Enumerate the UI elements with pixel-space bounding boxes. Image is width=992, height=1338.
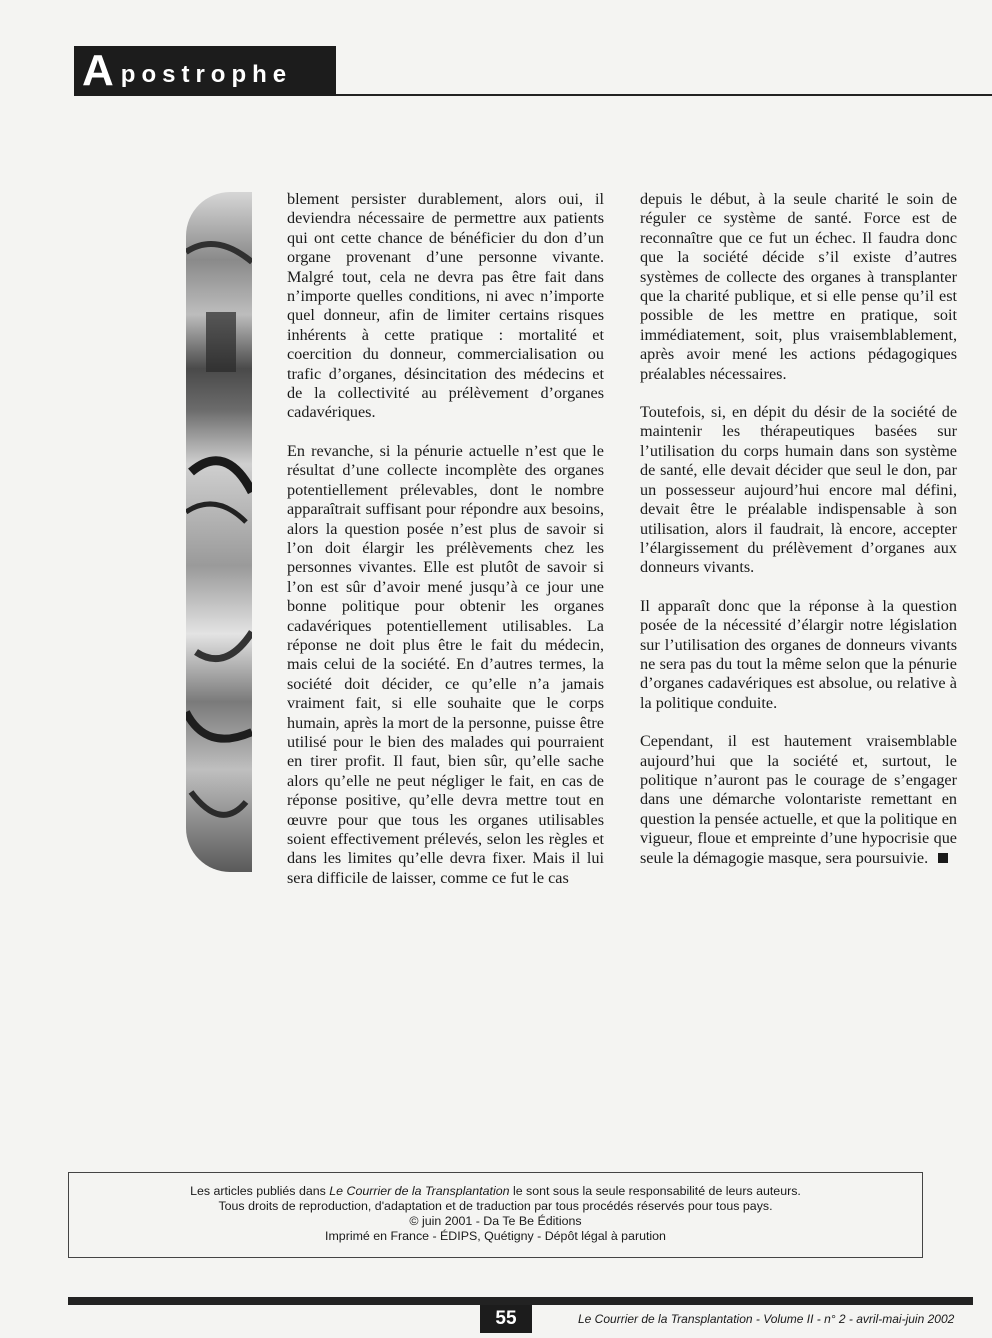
legal-line-4: Imprimé en France - ÉDIPS, Quétigny - Dépôt légal à parution bbox=[325, 1229, 666, 1243]
paragraph-last bbox=[640, 732, 957, 868]
legal-text: le sont sous la seule responsabilité de leurs auteurs. bbox=[509, 1184, 801, 1198]
legal-notice bbox=[68, 1172, 923, 1258]
section-header bbox=[74, 46, 336, 96]
legal-line-2: Tous droits de reproduction, d'adaptation et de traduction par tous procédés réservés pour tous pays. bbox=[218, 1199, 773, 1213]
decorative-artwork bbox=[186, 192, 252, 872]
paragraph: En revanche, si la pénurie actuelle n’est que le résultat d’une collecte incomplète des organes potentiellement prélevables, dont le nombre apparaîtrait suffisant pour répondre aux besoins, alors la question posée n’est plus de savoir si l’on doit élargir les prélèvements chez les personnes vivantes. Elle est plutôt de savoir si l’on est sûr d’avoir mené jusqu’à ce jour une bonne politique pour obtenir les organes cadavériques potentiellement utilisables. La réponse ne doit plus être le fait du médecin, mais celui de la société. En d’autres termes, la société doit décider, ce qu’elle n’a jamais vraiment fait, si elle souhaite que le corps humain, après la mort de la personne, puisse être utilisé pour le bien des malades qui pourraient en tirer profit. Il faut, bien sûr, qu’elle sache alors qu’elle ne peut négliger le fait, en cas de réponse positive, qu’elle devra mettre tout en œuvre pour que tous les organes utilisables soient effectivement prélevés, selon les règles et dans les limites qu’elle devra fixer. Mais il lui sera difficile de laisser, comme ce fut le cas bbox=[287, 441, 604, 887]
paragraph: Toutefois, si, en dépit du désir de la société de maintenir les thérapeutiques basées sur l’utilisation du corps humain dans son système de santé, elle devait décider que seul le don, par un possesseur aujourd’hui encore mal défini, devait être le préalable indispensable à son utilisation, alors il faudrait, là encore, accepter l’élargissement du prélèvement d’organes aux donneurs vivants. bbox=[640, 403, 957, 577]
end-mark-icon bbox=[938, 853, 948, 863]
journal-title: Le Courrier de la Transplantation bbox=[329, 1184, 510, 1198]
page-number: 55 bbox=[480, 1305, 532, 1333]
footer-rule bbox=[68, 1297, 973, 1305]
running-footer: Le Courrier de la Transplantation - Volume II - n° 2 - avril-mai-juin 2002 bbox=[578, 1312, 955, 1326]
header-rule bbox=[336, 94, 992, 96]
paragraph: Il apparaît donc que la réponse à la question posée de la nécessité d’élargir notre législation sur l’utilisation des organes de donneurs vivants ne sera pas du tout la même selon que la pénurie d’organes cadavériques est absolue, ou relative à la politique conduite. bbox=[640, 596, 957, 712]
paragraph: depuis le début, à la seule charité le soin de réguler ce système de santé. Force est de reconnaître que ce fut un échec. Il faudra donc que la société décide s’il existe d’autres systèmes de collecte des organes à transplanter que la charité publique, et si elle pense qu’il est possible de les mettre en pratique, soit immédiatement, soit, plus vraisemblablement, après avoir mené les actions pédagogiques préalables nécessaires. bbox=[640, 190, 957, 383]
legal-text: Les articles publiés dans bbox=[190, 1184, 330, 1198]
section-header-title: postrophe bbox=[120, 61, 293, 88]
legal-line-1 bbox=[69, 1184, 922, 1199]
section-header-initial: A bbox=[82, 46, 115, 95]
legal-line-3: © juin 2001 - Da Te Be Éditions bbox=[409, 1214, 582, 1228]
paragraph-text: Cependant, il est hautement vraisemblable aujourd’hui que la société et, surtout, le politique n’auront pas le courage de s’engager dans une démarche volontariste remettant en question la pensée actuelle, et que la politique en vigueur, floue et empreinte d’une hypocrisie que seule la démagogie masque, sera poursuivie. bbox=[640, 732, 957, 867]
text-column-left bbox=[287, 190, 604, 907]
text-column-right bbox=[640, 190, 957, 887]
paragraph: blement persister durablement, alors oui, il deviendra nécessaire de permettre aux patients qui ont cette chance de bénéficier du don d’un organe provenant d’une personne vivante. Malgré tout, cela ne devra pas être fait dans n’importe quelles conditions, ni avec n’importe quel donneur, afin de limiter certains risques inhérents à cette pratique : mortalité et coercition du donneur, commercialisation ou trafic d’organes, désincitation des médecins et de la collectivité au prélèvement d’organes cadavériques. bbox=[287, 190, 604, 422]
